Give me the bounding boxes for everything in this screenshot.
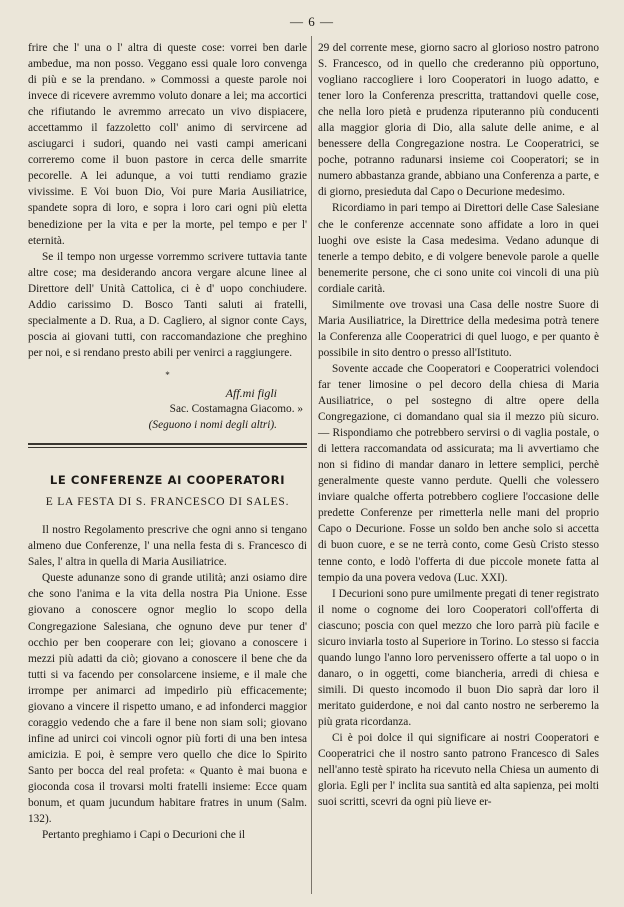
left-paragraph-5: Pertanto preghiamo i Capi o Decurioni che il xyxy=(42,829,245,842)
section-subheading: E LA FESTA DI S. FRANCESCO DI SALES. xyxy=(45,496,290,509)
left-paragraph-1: frire che l' una o l' altra di queste cose: vorrei ben darle ambedue, ma non posso. Veggano essi quale loro convenga di più e se la prendano. » Commossi a queste parole noi invece di ricevere avremmo voluto donare a lei; ma accortici che rifiutando le avremmo arrecato un vivo dispiacere, accettammo il fazzoletto coll' animo di servircene ad asciugarci i sudori, quando nei vasti campi americani correremo come il buon pastore in cerca delle smarrite pecorelle. A lei adunque, a voi tutti rendiamo grazie vivissime. E Voi buon Dio, Voi pure Maria Ausiliatrice, spandete sopra di loro, e sopra i loro cari ogni più eletta benedizione per la vita e per la morte, pel tempo e per l' eternità. xyxy=(28,42,307,247)
signature-star: * xyxy=(165,369,170,380)
left-paragraph-4: Queste adunanze sono di grande utilità; anzi osiamo dire che sono l'anima e la vita della nostra Pia Unione. Esse giovano a conoscere ognor meglio lo scopo della Congregazione Salesiana, che ognuno deve pur tener d' occhio per ben cooperare con lei; giovano a conoscere i mezzi più adatti da ciò; giovano a conoscere il bene che da tutti si va facendo per consolarcene insieme, e il male che irrompe per animarci ad impedirlo più efficacemente; giovano a vincere il rispetto umano, e ad infonderci maggior coraggio vedendo che a fare il bene non siam soli; giovano infine ad unirci coi vincoli ognor più forti di una ben intesa amicizia. E poi, è sempre vero quello che dice lo Spirito Santo per bocca del real profeta: « Quanto è mai buona e gioconda cosa il trovarsi molti fratelli insieme: Ecce quam bonum, et quam jucundum habitare fratres in unum (Salm. 132). xyxy=(28,572,307,826)
signature-name: Sac. Costamagna Giacomo. » xyxy=(169,403,303,416)
signature-affmi: Aff.mi figli xyxy=(225,385,277,400)
right-paragraph-4: Sovente accade che Cooperatori e Cooperatrici volendoci far tener limosine o pel decoro della chiesa di Maria Ausiliatrice, o pel sostegno di altre opere della Congregazione, ci domandano qual sia il mezzo più sicuro. — Rispondiamo che potrebbero servirsi o di vaglia postale, o di lettera raccomandata od assicurata; ma li avvertiamo che non si fidino di mandar danaro in lettere semplici, perchè generalmente queste vanno perdute. Quelli che volessero inviare qualche offerta potrebbero cogliere l'occasione delle predette Conferenze per rimetterla nelle mani del proprio Capo o Decurione. Fosse un soldo ben anche solo si accetta di buon cuore, e se ne terrà conto, come Gesù Cristo stesso tenne conto, e lodò l'offerta di due piccole monete fatta al tempio da una povera vedova (Luc. XXI). xyxy=(318,362,599,584)
page-number: — 6 — xyxy=(290,14,334,29)
right-paragraph-2: Ricordiamo in pari tempo ai Direttori delle Case Salesiane che le conferenze accennate sono affidate a loro in quei luoghi ove esiste la Casa medesima. Vedano adunque di tenerle a tempo debito, e di volgere benevole parole a quelle benemerite persone, che ci sono unite coi vincoli di una più cordiale carità. xyxy=(318,202,599,295)
right-paragraph-3: Similmente ove trovasi una Casa delle nostre Suore di Maria Ausiliatrice, la Direttrice della medesima potrà tenere la Conferenza alle Cooperatrici di quel luogo, e per quanto è possibile in sito dentro o presso all'Istituto. xyxy=(318,298,599,359)
right-column xyxy=(318,40,599,810)
right-paragraph-5: I Decurioni sono pure umilmente pregati di tener registrato il nome o cognome dei loro Cooperatori coll'offerta di ciascuno; poscia con quel mezzo che loro parrà più facile e sicuro inviarla tosto al Superiore in Torino. Lo stesso si faccia quando lungo l'anno loro pervenissero offerte a tal uopo o in danaro, o in oggetti, come biancheria, arredi di chiesa e simili. Di questo incomodo il buon Dio saprà dar loro il meritato guiderdone, e noi dal canto nostro ne serberemo la più grata ricordanza. xyxy=(318,587,599,728)
column-divider xyxy=(311,36,312,894)
left-column xyxy=(28,40,307,843)
left-paragraph-2: Se il tempo non urgesse vorremmo scrivere tuttavia tante altre cose; ma desiderando ancora vergare alcune linee al Direttore dell' Unità Cattolica, ci è d' uopo conchiudere. Addio carissimo D. Bosco Tanti saluti ai fratelli, specialmente a D. Rua, a D. Cagliero, al signor conte Cays, poscia ai giovani tutti, con raccomandazione che preghino per noi, e si rendano presto abili per venirci a raggiungere. xyxy=(28,250,307,359)
section-rule xyxy=(28,443,307,448)
left-paragraph-3: Il nostro Regolamento prescrive che ogni anno si tengano almeno due Conferenze, l' una nella festa di s. Francesco di Sales, l' altra in quella di Maria Ausiliatrice. xyxy=(28,524,307,569)
signature-note: (Seguono i nomi degli altri). xyxy=(148,419,277,432)
right-paragraph-6: Ci è poi dolce il qui significare ai nostri Cooperatori e Cooperatrici che il nostro santo patrono Francesco di Sales nell'anno testè spirato ha ricevuto nella Chiesa un aumento di gloria. Egli per l' inclita sua santità ed alta sapienza, pei molti suoi scritti, scevri da ogni più lieve er- xyxy=(318,732,599,809)
section-heading: LE CONFERENZE AI COOPERATORI xyxy=(49,473,286,488)
right-paragraph-1: 29 del corrente mese, giorno sacro al glorioso nostro patrono S. Francesco, od in quello che crederanno più opportuno, vogliano raccogliere i loro Cooperatori in luogo adatto, e tener loro la Conferenza prescritta, trattandovi quelle cose, che nella loro pietà e prudenza riputeranno più conducenti alla maggior gloria di Dio, alla salute delle anime, e al benessere della Congregazione nostra. Le Cooperatrici, se poche, potranno radunarsi insieme coi Cooperatori; se in numero abbastanza grande, abbiano una Conferenza a parte, e di giorno, presieduta dal Capo o Decurione medesimo. xyxy=(318,42,599,199)
